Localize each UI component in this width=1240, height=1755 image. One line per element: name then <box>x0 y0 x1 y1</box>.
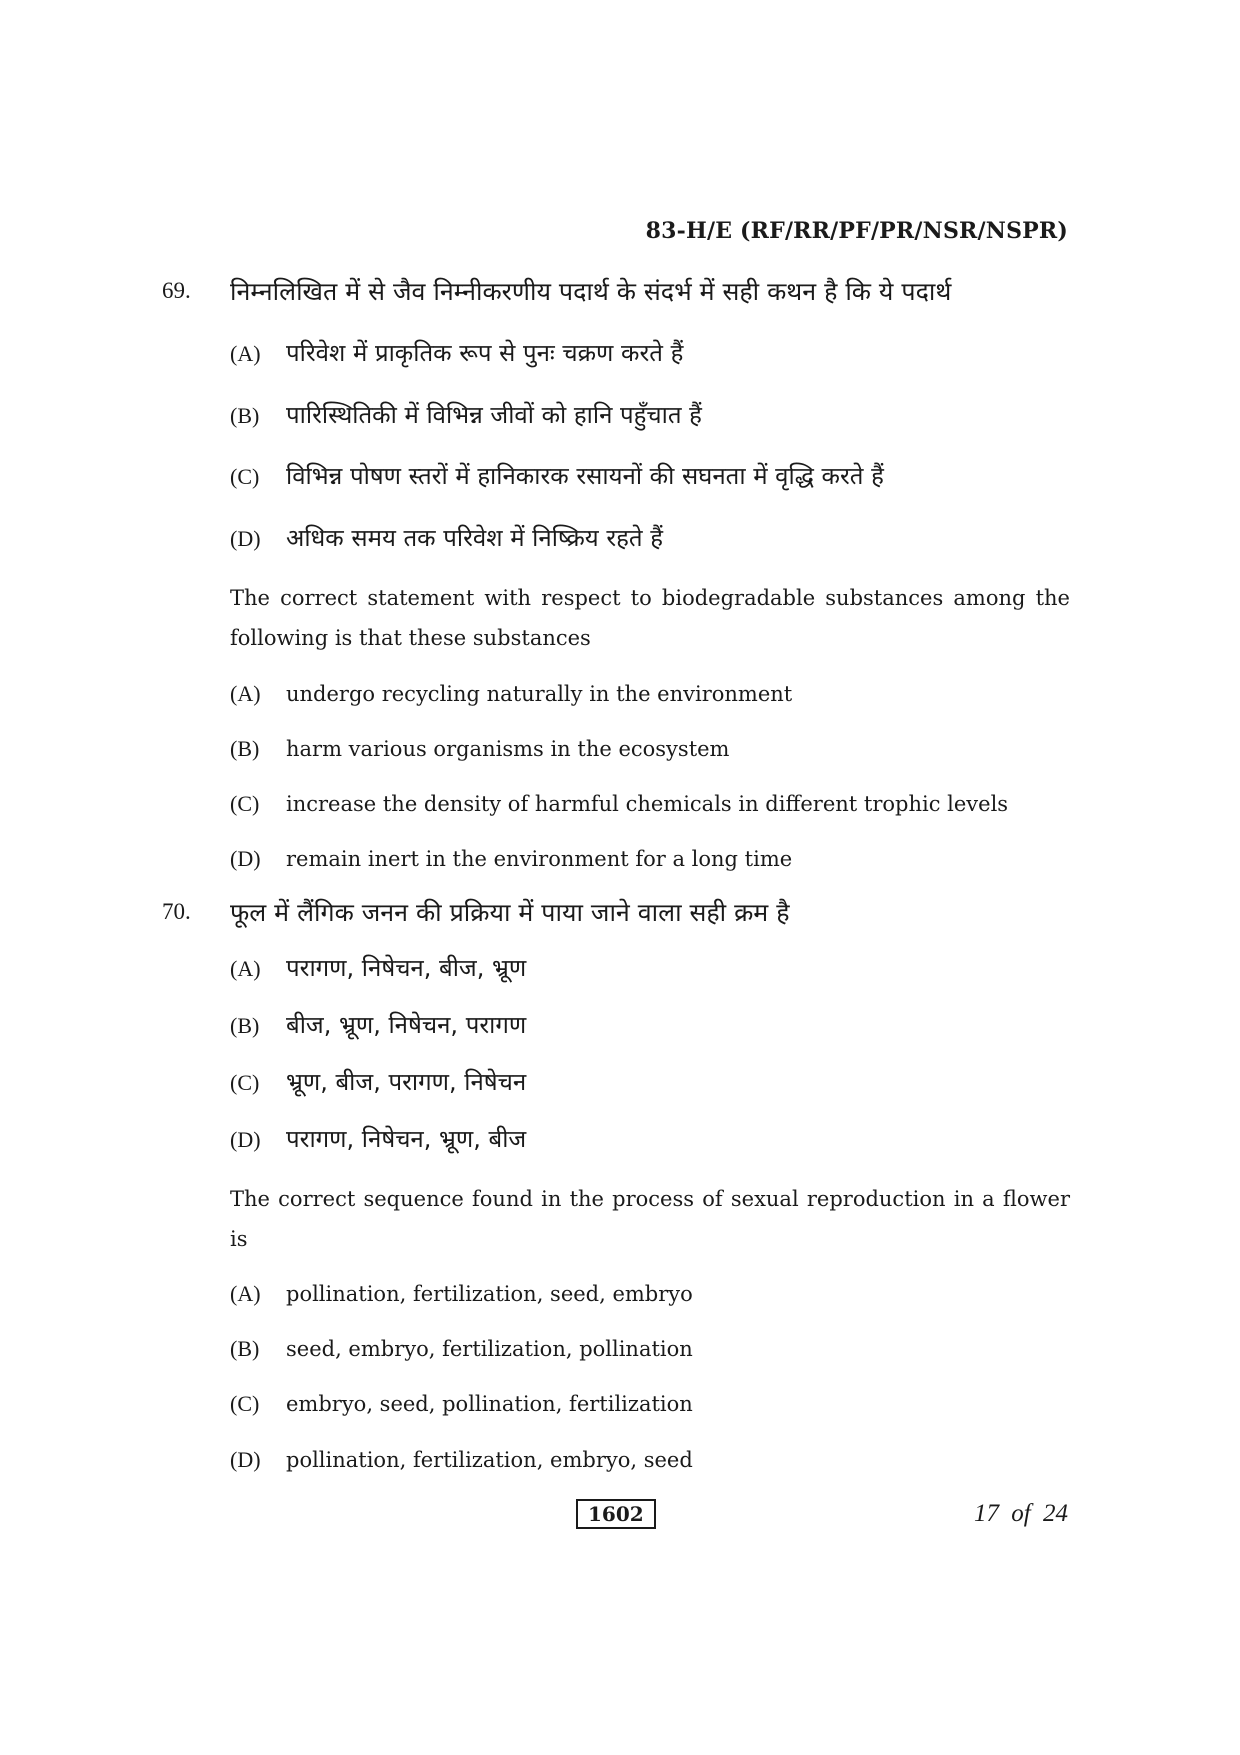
option-text: भ्रूण, बीज, परागण, निषेचन <box>286 1068 527 1096</box>
option-english-c <box>230 791 1008 817</box>
option-hindi-b <box>230 398 702 431</box>
option-hindi-d <box>230 1122 526 1155</box>
option-text: increase the density of harmful chemicals in different trophic levels <box>286 792 1009 816</box>
option-english-a <box>230 681 792 707</box>
option-label: (B) <box>230 736 260 761</box>
option-label: (D) <box>230 1127 261 1152</box>
option-text: pollination, fertilization, seed, embryo <box>286 1282 693 1306</box>
option-text: undergo recycling naturally in the environment <box>286 682 793 706</box>
option-label: (A) <box>230 956 261 981</box>
question-number: 69. <box>162 278 191 303</box>
option-text: अधिक समय तक परिवेश में निष्क्रिय रहते हैं <box>286 524 663 552</box>
option-text: परागण, निषेचन, बीज, भ्रूण <box>286 954 527 982</box>
question-stem-english: The correct statement with respect to biodegradable substances among the following is that these substances <box>230 586 1070 650</box>
option-label: (A) <box>230 341 261 366</box>
option-label: (A) <box>230 681 261 706</box>
question-stem-hindi: निम्नलिखित में से जैव निम्नीकरणीय पदार्थ के संदर्भ में सही कथन है कि ये पदार्थ <box>230 277 952 306</box>
option-label: (C) <box>230 464 260 489</box>
page-number: 17 of 24 <box>974 1500 1068 1527</box>
option-label: (C) <box>230 791 260 816</box>
option-text: harm various organisms in the ecosystem <box>286 737 730 761</box>
option-label: (D) <box>230 1447 261 1472</box>
option-label: (C) <box>230 1070 260 1095</box>
option-label: (B) <box>230 403 260 428</box>
option-english-c <box>230 1391 693 1417</box>
option-label: (C) <box>230 1391 260 1416</box>
option-text: embryo, seed, pollination, fertilization <box>286 1392 693 1416</box>
option-text: seed, embryo, fertilization, pollination <box>286 1337 693 1361</box>
option-hindi-c <box>230 459 884 492</box>
option-english-d <box>230 846 792 872</box>
option-text: pollination, fertilization, embryo, seed <box>286 1448 693 1472</box>
option-text: बीज, भ्रूण, निषेचन, परागण <box>286 1011 527 1039</box>
footer-code-box: 1602 <box>576 1499 656 1529</box>
option-hindi-b <box>230 1008 526 1041</box>
option-label: (B) <box>230 1336 260 1361</box>
option-text: विभिन्न पोषण स्तरों में हानिकारक रसायनों की सघनता में वृद्धि करते हैं <box>286 462 884 490</box>
question-stem-hindi: फूल में लैंगिक जनन की प्रक्रिया में पाया जाने वाला सही क्रम है <box>230 898 790 927</box>
option-hindi-a <box>230 951 526 984</box>
option-label: (D) <box>230 846 261 871</box>
option-label: (D) <box>230 526 261 551</box>
option-english-b <box>230 736 729 762</box>
option-english-a <box>230 1281 693 1307</box>
question-number: 70. <box>162 899 191 924</box>
option-hindi-d <box>230 521 663 554</box>
option-text: पारिस्थितिकी में विभिन्न जीवों को हानि पहुँचात हैं <box>286 401 702 429</box>
option-hindi-a <box>230 336 683 369</box>
option-label: (B) <box>230 1013 260 1038</box>
option-english-b <box>230 1336 693 1362</box>
question-stem-english: The correct sequence found in the process of sexual reproduction in a flower is <box>230 1187 1070 1251</box>
option-english-d <box>230 1447 693 1473</box>
option-text: परागण, निषेचन, भ्रूण, बीज <box>286 1125 527 1153</box>
paper-code-header: 83-H/E (RF/RR/PF/PR/NSR/NSPR) <box>645 218 1068 244</box>
option-hindi-c <box>230 1065 526 1098</box>
option-text: परिवेश में प्राकृतिक रूप से पुनः चक्रण करते हैं <box>286 339 684 367</box>
option-text: remain inert in the environment for a long time <box>286 847 793 871</box>
option-label: (A) <box>230 1281 261 1306</box>
